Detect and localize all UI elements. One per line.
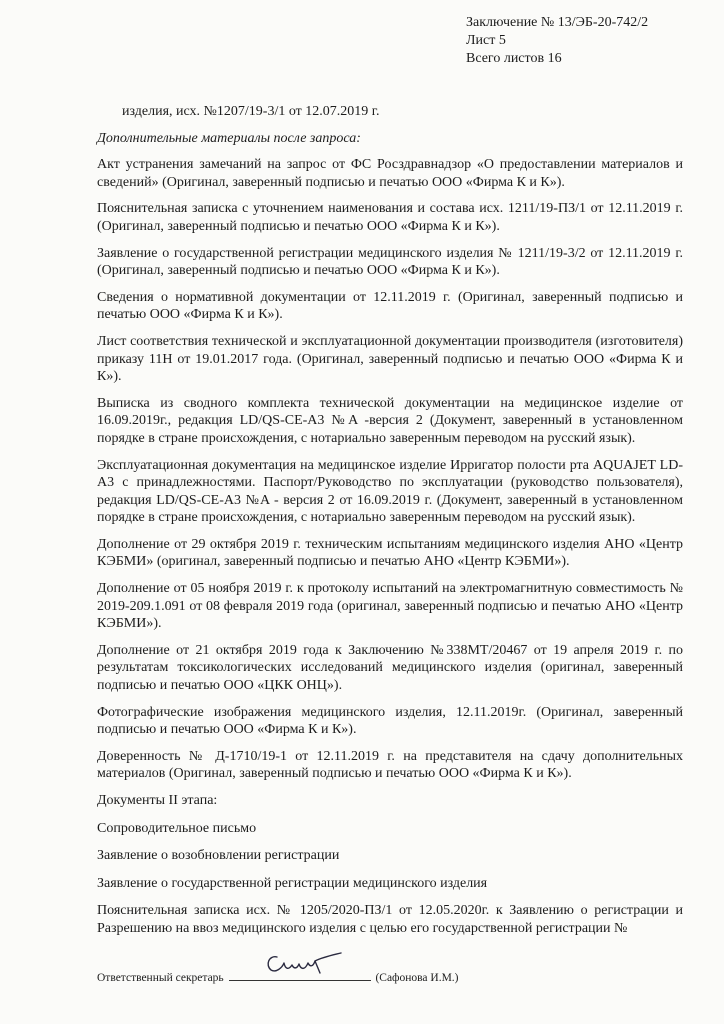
material-item: Дополнение от 29 октября 2019 г. техническим испытаниям медицинского изделия АНО «Центр КЭБМИ» (оригинал, заверенный подписью и печатью АНО «Центр КЭБМИ»). <box>97 536 683 570</box>
material-item: Акт устранения замечаний на запрос от ФС Росздравнадзор «О предоставлении материалов и сведений» (Оригинал, заверенный подписью и печатью ООО «Фирма К и К»). <box>97 157 683 190</box>
stage2-item: Заявление о государственной регистрации медицинского изделия <box>97 875 488 891</box>
signature-block <box>97 969 459 985</box>
material-item: Фотографические изображения медицинского изделия, 12.11.2019г. (Оригинал, заверенный подписью и печатью ООО «Фирма К и К»). <box>97 704 683 738</box>
material-item: Выписка из сводного комплекта технической документации на медицинское изделие от 16.09.2019г., редакция LD/QS-CE-A3 №A -версия 2 (Документ, заверенный в установленном порядке в стране происхождения, с нотариально заверенным переводом на русский язык). <box>97 395 683 446</box>
additional-materials-heading: Дополнительные материалы после запроса: <box>97 130 361 146</box>
stage2-item: Сопроводительное письмо <box>97 820 257 836</box>
sheet-number: Лист 5 <box>466 33 506 48</box>
document-header <box>466 14 648 68</box>
material-item: Дополнение от 05 ноября 2019 г. к протоколу испытаний на электромагнитную совместимость № 2019-209.1.091 от 08 февраля 2019 года (оригинал, заверенный подписью и печатью АНО «Центр КЭБМИ»). <box>97 581 683 632</box>
material-item: Доверенность № Д-1710/19-1 от 12.11.2019 г. на представителя на сдачу дополнительных материалов (Оригинал, заверенный подписью и печатью ООО «Фирма К и К»). <box>97 748 683 782</box>
material-item: Эксплуатационная документация на медицинское изделие Ирригатор полости рта AQUAJET LD-A3 с принадлежностями. Паспорт/Руководство по эксплуатации (руководство пользователя), редакция LD/QS-CE-A3 №A - версия 2 от 16.09.2019 г. (Документ, заверенный в установленном порядке в стране происхождения, с нотариально заверенным переводом на русский язык). <box>97 457 683 526</box>
material-item: Лист соответствия технической и эксплуатационной документации производителя (изготовителя) приказу 11Н от 19.01.2017 года. (Оригинал, заверенный подписью и печатью ООО «Фирма К и К»). <box>97 333 683 385</box>
secretary-name: (Сафонова И.М.) <box>375 972 459 984</box>
document-body <box>97 103 683 947</box>
material-item: Дополнение от 21 октября 2019 года к Заключению №338МТ/20467 от 19 апреля 2019 г. по результатам токсикологических исследований медицинского изделия (оригинал, заверенный подписью и печатью ООО «ЦКК ОНЦ»). <box>97 642 683 694</box>
signature-line <box>229 969 371 981</box>
material-item: Сведения о нормативной документации от 12.11.2019 г. (Оригинал, заверенный подписью и печатью ООО «Фирма К и К»). <box>97 289 683 323</box>
stage2-item: Заявление о возобновлении регистрации <box>97 848 340 864</box>
material-item: Заявление о государственной регистрации медицинского изделия № 1211/19-3/2 от 12.11.2019 г. (Оригинал, заверенный подписью и печатью ООО «Фирма К и К»). <box>97 245 683 279</box>
material-item: Пояснительная записка исх. № 1205/2020-ПЗ/1 от 12.05.2020г. к Заявлению о регистрации и Разрешению на ввоз медицинского изделия с целью его государственной регистрации № <box>97 903 683 936</box>
handwritten-signature <box>263 951 343 977</box>
stage2-heading: Документы II этапа: <box>97 793 218 808</box>
secretary-label: Ответственный секретарь <box>97 972 224 984</box>
continued-line: изделия, исх. №1207/19-3/1 от 12.07.2019 г. <box>122 104 380 119</box>
total-sheets: Всего листов 16 <box>466 51 562 66</box>
material-item: Пояснительная записка с уточнением наименования и состава исх. 1211/19-ПЗ/1 от 12.11.2019 г. (Оригинал, заверенный подписью и печатью ООО «Фирма К и К»). <box>97 201 683 234</box>
conclusion-number: Заключение № 13/ЭБ-20-742/2 <box>466 15 649 30</box>
